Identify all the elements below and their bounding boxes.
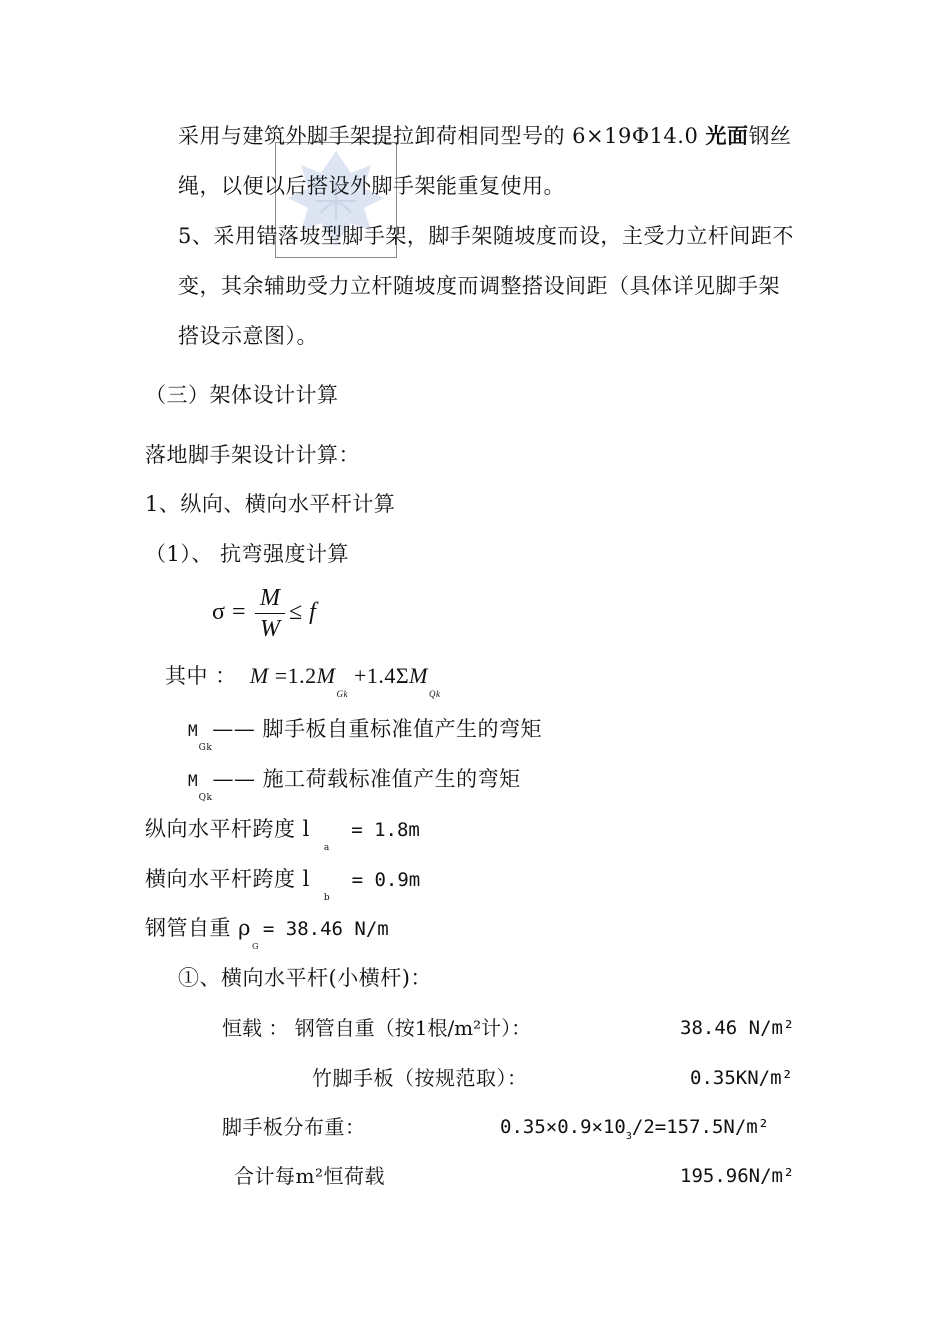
load-row-bamboo-label: 竹脚手板（按规范取）： [312, 1066, 528, 1090]
fraction-numerator: M [260, 585, 280, 611]
def-mgk-text: —— 脚手板自重标准值产生的弯矩 [212, 717, 542, 741]
board-value-exponent: 3 [625, 1131, 632, 1142]
formula-m-prefix: 其中 ： [165, 664, 237, 688]
load-row-total-label: 合计每m²恒荷载 [234, 1164, 385, 1188]
f-symbol: f [309, 599, 317, 625]
formula-m-symbol: M [249, 663, 269, 688]
formula-leq-f [289, 598, 316, 626]
paragraph-5-line-3: 搭设示意图）。 [178, 324, 318, 348]
leq-sign: ≤ [289, 599, 303, 625]
formula-m-line [165, 662, 441, 699]
definition-mqk [188, 765, 521, 803]
rope-bold-term: 光面 [705, 124, 749, 148]
span-la [145, 815, 420, 853]
rope-paragraph-line-1 [178, 122, 792, 150]
load-row-bamboo-value: 0.35KN/m² [690, 1067, 793, 1089]
equals-sign: = [231, 599, 246, 625]
formula-m-gk-symbol: M [316, 663, 336, 688]
rope-text-prefix: 采用与建筑外脚手架提拉卸荷相同型号的 6×19Φ14.0 [178, 124, 706, 148]
def-mqk-symbol: M [188, 771, 198, 790]
item-1-heading: 1、纵向、横向水平杆计算 [145, 492, 396, 516]
formula-sigma [212, 598, 246, 626]
self-weight [145, 914, 389, 951]
load-row-total-value: 195.96N/m² [680, 1165, 795, 1187]
load-row-steel-label: 恒载 ： 钢管自重（按1根/m²计）： [222, 1016, 532, 1040]
span-lb [145, 865, 421, 903]
section-heading: （三）架体设计计算 [145, 383, 339, 407]
paragraph-5-line-1: 5、采用错落坡型脚手架，脚手架随坡度而设，主受力立杆间距不 [178, 224, 794, 248]
span-lb-sub: b [323, 893, 331, 903]
span-la-value: = 1.8m [339, 819, 420, 841]
load-row-steel-value: 38.46 N/m² [680, 1017, 795, 1039]
self-weight-value: = 38.46 N/m [262, 918, 389, 940]
item-small-bar: ①、横向水平杆(小横杆)： [178, 966, 432, 990]
span-lb-value: = 0.9m [340, 869, 421, 891]
formula-m-coef-1: =1.2 [268, 663, 317, 688]
def-mgk-symbol: M [188, 721, 198, 740]
load-row-board-label: 脚手板分布重： [222, 1115, 366, 1139]
fraction-m-over-w [255, 584, 285, 643]
fraction-bar [255, 613, 285, 614]
formula-m-gk-sub: Gk [336, 689, 348, 699]
subheading: 落地脚手架设计计算： [145, 443, 360, 467]
formula-m-qk-sub: Qk [429, 689, 441, 699]
formula-m-coef-2: +1.4Σ [347, 663, 410, 688]
definition-mgk [188, 715, 542, 753]
self-weight-label: 钢管自重 ρ [145, 916, 252, 940]
sigma-symbol: σ [212, 599, 226, 625]
rope-text-suffix: 钢丝 [748, 124, 792, 148]
formula-m-qk-symbol: M [409, 663, 428, 688]
fraction-denominator: W [260, 616, 280, 642]
item-1-1-heading: （1）、 抗弯强度计算 [145, 542, 350, 566]
span-lb-label: 横向水平杆跨度 l [145, 867, 310, 891]
board-value-suffix: /2=157.5N/m² [631, 1116, 770, 1138]
load-row-board-value [500, 1113, 769, 1145]
def-mqk-text: —— 施工荷载标准值产生的弯矩 [212, 767, 521, 791]
self-weight-sub: G [252, 942, 259, 951]
def-mgk-sub: Gk [198, 743, 213, 753]
paragraph-5-line-2: 变，其余辅助受力立杆随坡度而调整搭设间距（具体详见脚手架 [178, 274, 780, 298]
span-la-sub: a [323, 843, 330, 853]
span-la-label: 纵向水平杆跨度 l [145, 817, 310, 841]
rope-paragraph-line-2: 绳，以便以后搭设外脚手架能重复使用。 [178, 174, 565, 198]
board-value-prefix: 0.35×0.9×10 [500, 1116, 626, 1138]
def-mqk-sub: Qk [198, 793, 213, 803]
